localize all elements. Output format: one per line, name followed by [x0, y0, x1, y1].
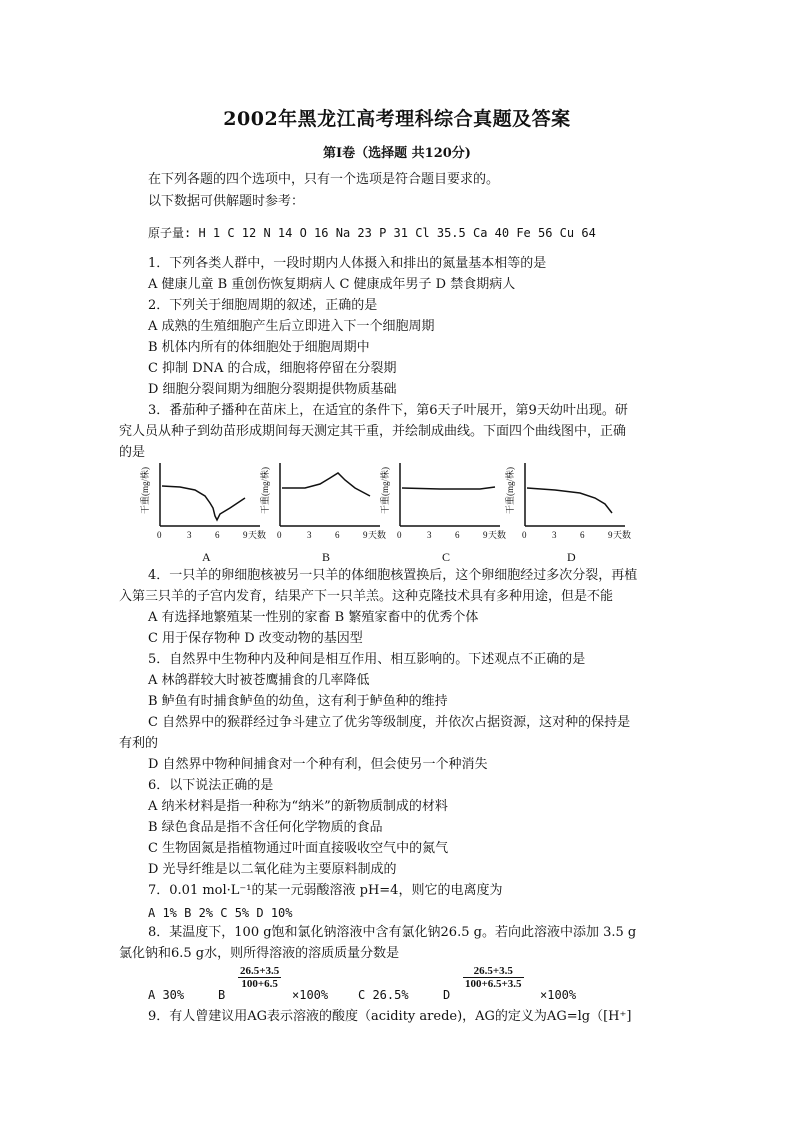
fraction-d-numerator: 26.5+3.5 — [473, 965, 513, 977]
graph-a-tick: 3 — [187, 530, 192, 540]
question-8-fraction-b — [238, 965, 281, 990]
graph-b — [259, 463, 386, 564]
question-4-options-ab: A 有选择地繁殖某一性别的家畜 B 繁殖家畜中的优秀个体 — [148, 610, 479, 625]
graph-d-ylabel: 干重(mg/株) — [505, 467, 515, 514]
graph-c-xlabel: 天数 — [488, 530, 507, 540]
question-8-fraction-d — [463, 965, 524, 990]
question-5-option-b: B 鲈鱼有时捕食鲈鱼的幼鱼，这有利于鲈鱼种的维持 — [148, 694, 448, 709]
graph-a-tick: 6 — [215, 530, 220, 540]
question-8-line: 氯化钠和6.5 g水，则所得溶液的溶质质量分数是 — [119, 946, 400, 961]
graph-a-tick: 0 — [157, 530, 162, 540]
question-2-option-a: A 成熟的生殖细胞产生后立即进入下一个细胞周期 — [148, 319, 435, 334]
graph-a-tick: 9 — [243, 530, 248, 540]
graph-d-xlabel: 天数 — [613, 530, 632, 540]
graph-c-tick: 6 — [455, 530, 460, 540]
fraction-b-numerator: 26.5+3.5 — [240, 965, 280, 977]
graph-c-tick: 3 — [427, 530, 432, 540]
graph-c-ylabel: 干重(mg/株) — [380, 467, 390, 514]
fraction-b-denominator: 100+6.5 — [238, 977, 281, 990]
question-5-option-c-cont: 有利的 — [119, 736, 159, 751]
graph-c — [379, 463, 506, 564]
question-2-stem: 2．下列关于细胞周期的叙述，正确的是 — [148, 298, 378, 313]
instruction-line: 以下数据可供解题时参考： — [148, 194, 305, 209]
question-8-option-d-letter: D — [443, 988, 451, 1002]
question-9-line: 9．有人曾建议用AG表示溶液的酸度（acidity arede)，AG的定义为AG=lg（[H⁺] — [148, 1009, 632, 1024]
question-4-line: 4．一只羊的卵细胞核被另一只羊的体细胞核置换后，这个卵细胞经过多次分裂，再植 — [148, 568, 638, 583]
question-5-option-d: D 自然界中物种间捕食对一个种有利，但会使另一个种消失 — [148, 757, 488, 772]
question-5-option-c: C 自然界中的猴群经过争斗建立了优劣等级制度，并依次占据资源，这对种的保持是 — [148, 715, 631, 730]
section-subtitle: 第Ⅰ卷（选择题 共120分) — [323, 146, 471, 161]
question-3-line: 的是 — [119, 445, 146, 460]
question-6-option-c: C 生物固氮是指植物通过叶面直接吸收空气中的氮气 — [148, 841, 449, 856]
question-6-option-a: A 纳米材料是指一种称为“纳米”的新物质制成的材料 — [148, 799, 448, 814]
question-1-stem: 1．下列各类人群中，一段时期内人体摄入和排出的氮量基本相等的是 — [148, 256, 547, 271]
question-4-options-cd: C 用于保存物种 D 改变动物的基因型 — [148, 631, 363, 646]
graph-b-xlabel: 天数 — [368, 530, 387, 540]
question-8-option-c: C 26.5% — [358, 988, 409, 1002]
question-8-option-b-letter: B — [218, 988, 226, 1002]
graph-a-ylabel: 干重(mg/株) — [140, 467, 150, 514]
graph-b-tick: 3 — [307, 530, 312, 540]
question-3-line: 究人员从种子到幼苗形成期间每天测定其干重，并绘制成曲线。下面四个曲线图中，正确 — [119, 424, 627, 439]
question-4-line: 入第三只羊的子宫内发育，结果产下一只羊羔。这种克隆技术具有多种用途，但是不能 — [119, 589, 614, 604]
graph-d-label: D — [567, 550, 576, 564]
question-1-options: A 健康儿童 B 重创伤恢复期病人 C 健康成年男子 D 禁食期病人 — [148, 277, 516, 292]
question-6-option-b: B 绿色食品是指不含任何化学物质的食品 — [148, 820, 383, 835]
atomic-mass-line: 原子量: H 1 C 12 N 14 O 16 Na 23 P 31 Cl 35.5 Ca 40 Fe 56 Cu 64 — [148, 226, 596, 240]
graph-c-tick: 0 — [397, 530, 402, 540]
question-8-fraction-b-tail: ×100% — [292, 988, 329, 1002]
question-7-options: A 1% B 2% C 5% D 10% — [148, 906, 293, 920]
graph-a — [140, 463, 266, 564]
graph-b-tick: 6 — [335, 530, 340, 540]
graph-c-label: C — [442, 550, 451, 564]
graph-d — [504, 463, 631, 564]
graph-a-label: A — [202, 550, 211, 564]
graph-b-tick: 9 — [363, 530, 368, 540]
graph-d-tick: 6 — [580, 530, 585, 540]
question-8-fraction-d-tail: ×100% — [540, 988, 577, 1002]
question-6-option-d: D 光导纤维是以二氧化硅为主要原料制成的 — [148, 862, 397, 877]
question-2-option-d: D 细胞分裂间期为细胞分裂期提供物质基础 — [148, 382, 397, 397]
question-6-stem: 6．以下说法正确的是 — [148, 778, 274, 793]
graph-d-tick: 0 — [522, 530, 527, 540]
question-7-stem: 7．0.01 mol·L⁻¹的某一元弱酸溶液 pH=4，则它的电离度为 — [148, 883, 503, 898]
page-title: 2002年黑龙江高考理科综合真题及答案 — [223, 108, 571, 130]
question-8-option-a: A 30% — [148, 988, 185, 1002]
graph-b-tick: 0 — [277, 530, 282, 540]
fraction-d-denominator: 100+6.5+3.5 — [465, 978, 522, 990]
graph-a-xlabel: 天数 — [248, 530, 267, 540]
graph-d-tick: 3 — [552, 530, 557, 540]
question-8-line: 8．某温度下，100 g饱和氯化钠溶液中含有氯化钠26.5 g。若向此溶液中添加 3.5 g — [148, 925, 637, 940]
question-5-stem: 5．自然界中生物种内及种间是相互作用、相互影响的。下述观点不正确的是 — [148, 652, 586, 667]
graph-b-label: B — [322, 550, 331, 564]
question-2-option-c: C 抑制 DNA 的合成，细胞将停留在分裂期 — [148, 361, 397, 376]
question-5-option-a: A 林鸽群较大时被苍鹰捕食的几率降低 — [148, 673, 370, 688]
instruction-line: 在下列各题的四个选项中，只有一个选项是符合题目要求的。 — [148, 172, 500, 187]
graph-d-tick: 9 — [608, 530, 613, 540]
graph-c-tick: 9 — [483, 530, 488, 540]
question-3-graphs — [140, 458, 660, 568]
graph-b-ylabel: 干重(mg/株) — [260, 467, 270, 514]
question-3-line: 3．番茄种子播种在苗床上，在适宜的条件下，第6天子叶展开，第9天幼叶出现。研 — [148, 403, 628, 418]
question-2-option-b: B 机体内所有的体细胞处于细胞周期中 — [148, 340, 370, 355]
